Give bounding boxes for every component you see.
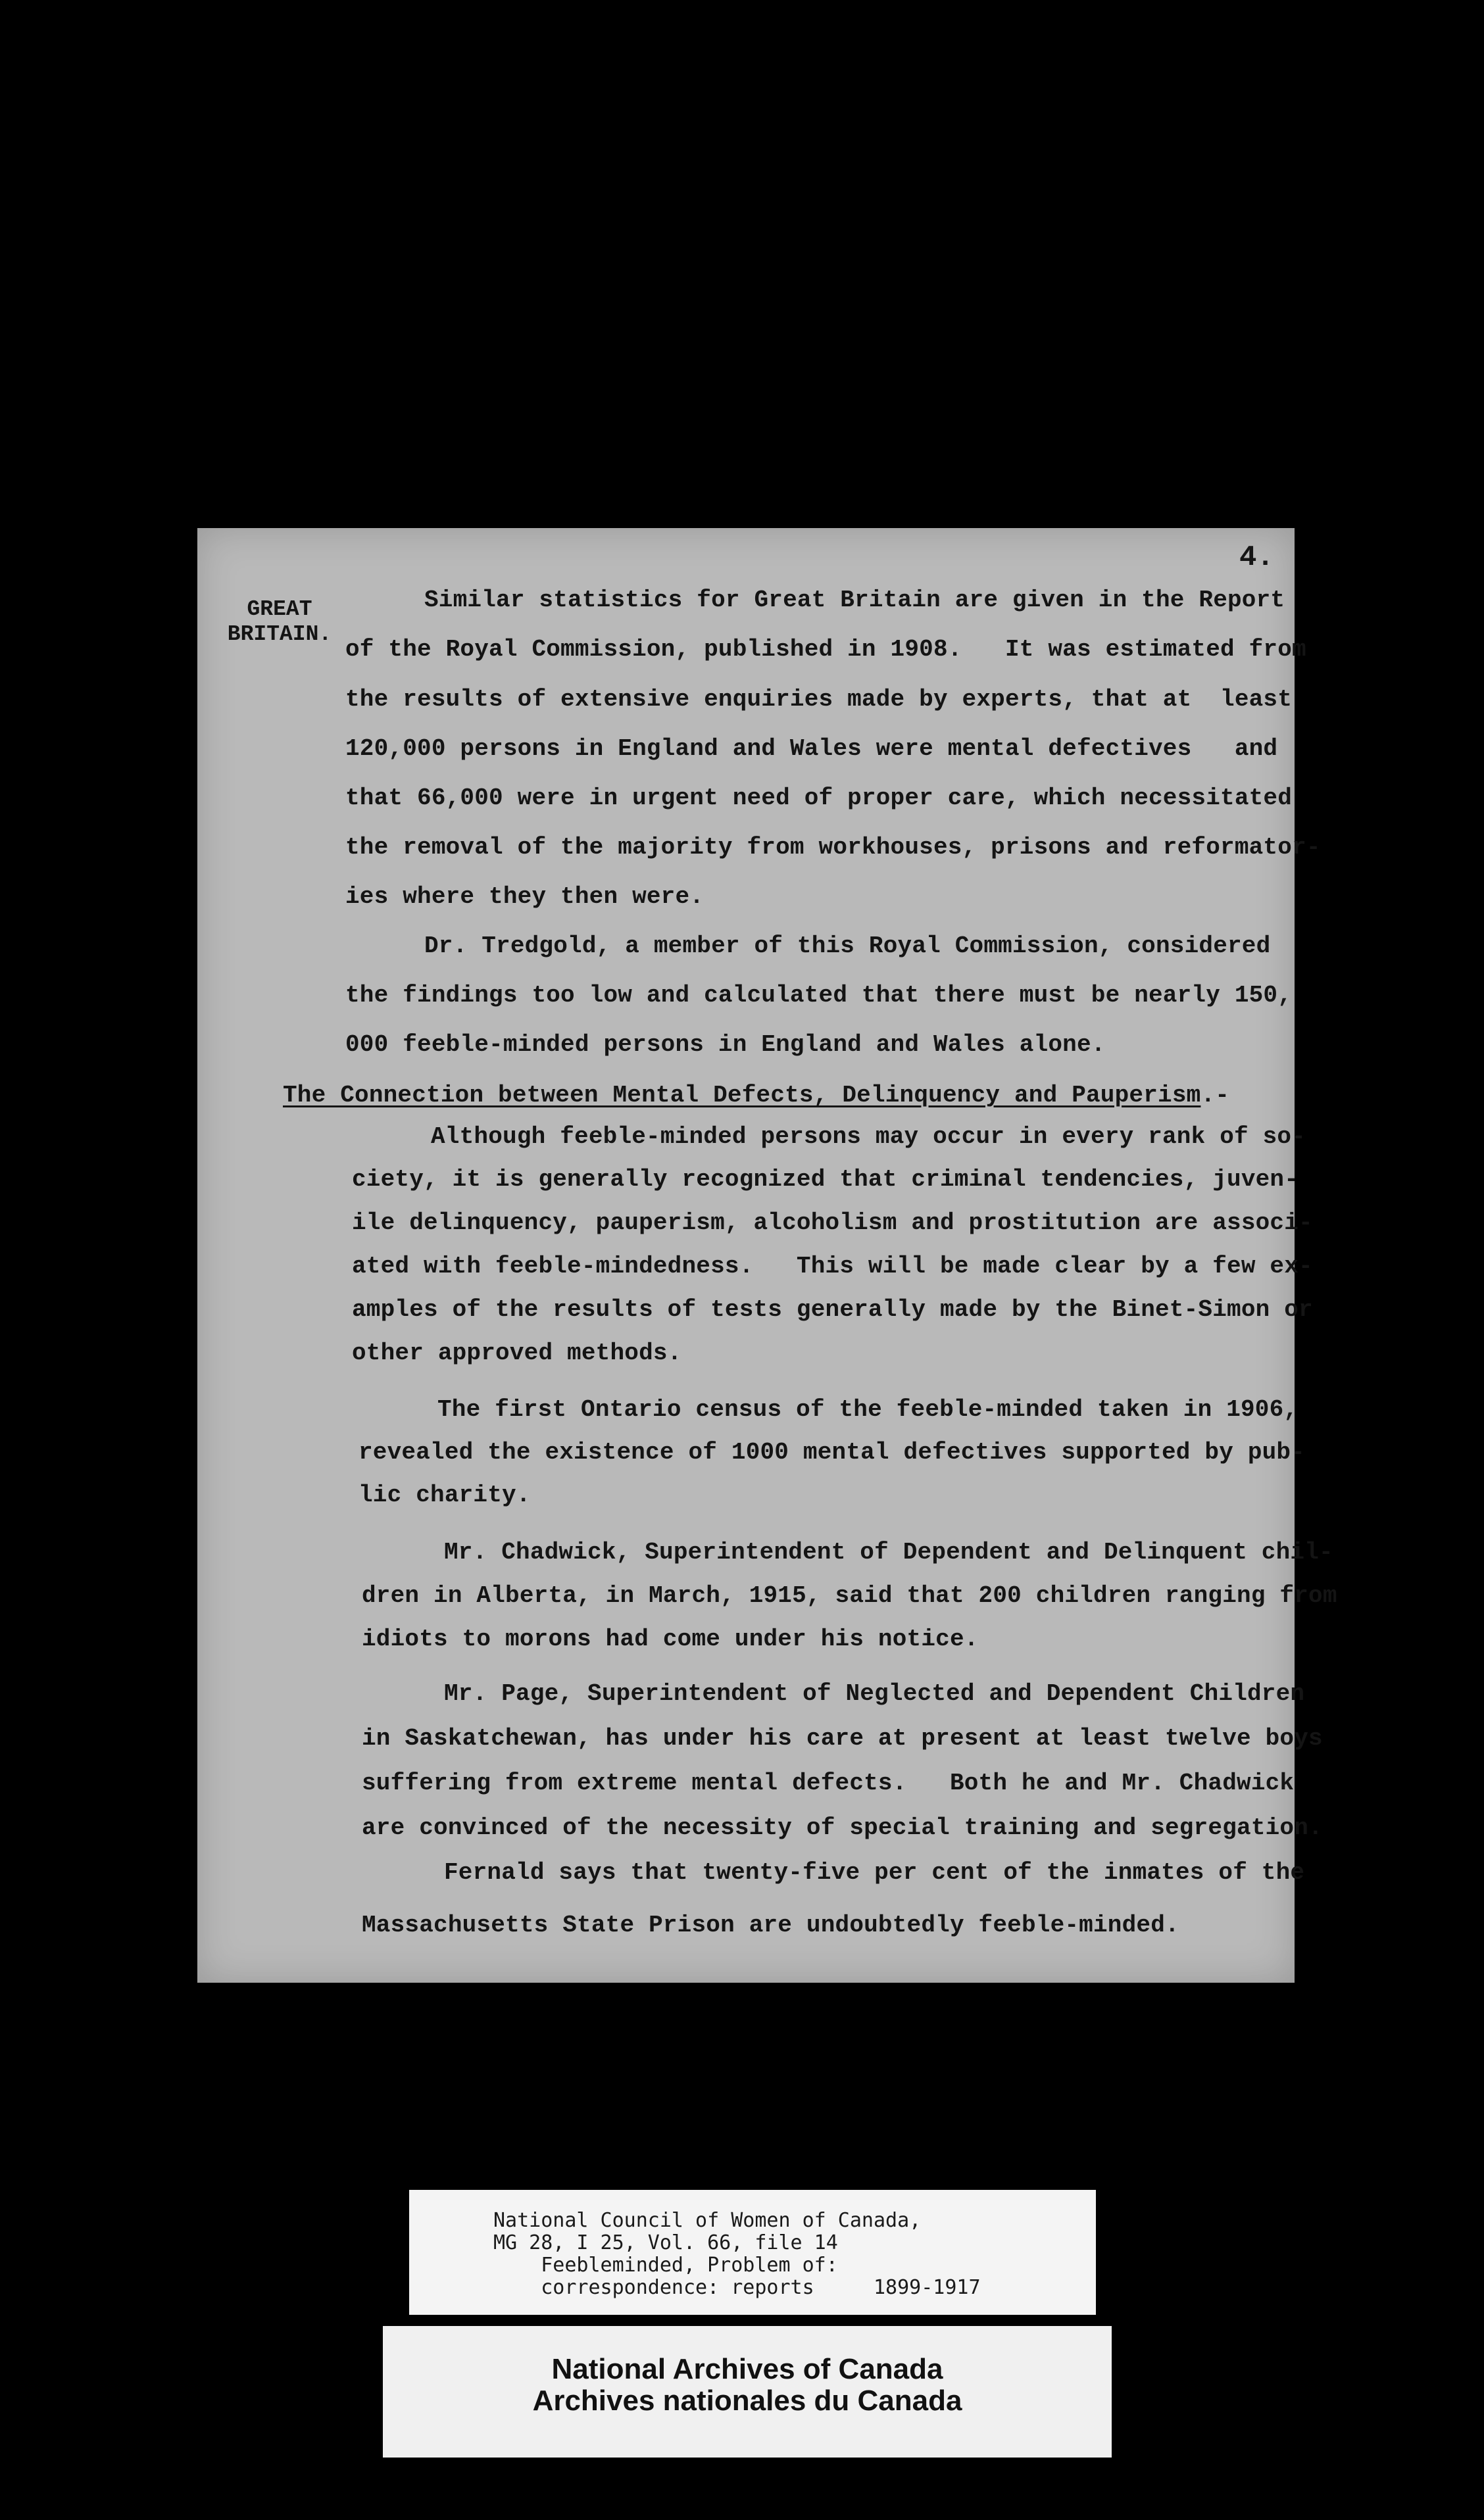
text-line: of the Royal Commission, published in 1908. It was estimated from xyxy=(345,636,1306,663)
archive-reference-line: correspondence: reports 1899-1917 xyxy=(493,2276,981,2299)
text-line: dren in Alberta, in March, 1915, said that 200 children ranging from xyxy=(362,1582,1337,1609)
archive-reference-line: National Council of Women of Canada, xyxy=(493,2209,922,2232)
archive-reference-line: Feebleminded, Problem of: xyxy=(493,2254,838,2277)
text-line: the removal of the majority from workhouses, prisons and reformator- xyxy=(345,834,1321,861)
section-heading xyxy=(283,1082,1229,1109)
text-line: that 66,000 were in urgent need of proper care, which necessitated xyxy=(345,785,1293,812)
text-line: Although feeble-minded persons may occur in every rank of so- xyxy=(431,1123,1306,1150)
text-line: suffering from extreme mental defects. Both he and Mr. Chadwick xyxy=(362,1770,1295,1797)
text-line: Massachusetts State Prison are undoubtedly feeble-minded. xyxy=(362,1912,1179,1939)
text-line: ciety, it is generally recognized that criminal tendencies, juven- xyxy=(352,1166,1299,1193)
text-line: other approved methods. xyxy=(352,1340,682,1367)
institution-name-english: National Archives of Canada xyxy=(551,2353,943,2385)
text-line: are convinced of the necessity of special training and segregation. xyxy=(362,1814,1323,1841)
institution-name-french: Archives nationales du Canada xyxy=(532,2385,962,2417)
margin-heading xyxy=(217,597,342,647)
text-line: in Saskatchewan, has under his care at present at least twelve boys xyxy=(362,1725,1323,1752)
archive-reference-text xyxy=(493,2210,981,2299)
text-line: amples of the results of tests generally made by the Binet-Simon or xyxy=(352,1296,1313,1323)
text-line: revealed the existence of 1000 mental defectives supported by pub- xyxy=(359,1439,1306,1466)
page-number: 4. xyxy=(1239,541,1274,574)
section-heading-text: The Connection between Mental Defects, Delinquency and Pauperism xyxy=(283,1082,1201,1109)
text-line: the findings too low and calculated that there must be nearly 150, xyxy=(345,982,1293,1009)
institution-label xyxy=(383,2326,1112,2458)
text-line: ies where they then were. xyxy=(345,883,705,910)
text-line: lic charity. xyxy=(359,1482,531,1509)
text-line: the results of extensive enquiries made by experts, that at least xyxy=(345,686,1293,713)
text-line: 120,000 persons in England and Wales were mental defectives and xyxy=(345,735,1278,762)
text-line: Mr. Chadwick, Superintendent of Dependent and Delinquent chil- xyxy=(444,1539,1333,1566)
document-page xyxy=(197,528,1337,1983)
text-line: Similar statistics for Great Britain are given in the Report xyxy=(424,587,1285,614)
text-line: ated with feeble-mindedness. This will be made clear by a few ex- xyxy=(352,1253,1313,1280)
archive-reference-label xyxy=(409,2190,1096,2315)
text-line: idiots to morons had come under his notice. xyxy=(362,1626,979,1653)
margin-heading-line: BRITAIN. xyxy=(227,622,332,646)
institution-name xyxy=(383,2354,1112,2417)
text-line: Fernald says that twenty-five per cent of the inmates of the xyxy=(444,1859,1305,1886)
text-line: The first Ontario census of the feeble-minded taken in 1906, xyxy=(437,1396,1298,1423)
section-heading-suffix: .- xyxy=(1200,1082,1230,1109)
margin-heading-line: GREAT xyxy=(247,597,312,621)
text-line: Mr. Page, Superintendent of Neglected and Dependent Children xyxy=(444,1680,1305,1707)
archive-reference-line: MG 28, I 25, Vol. 66, file 14 xyxy=(493,2231,838,2254)
text-line: ile delinquency, pauperism, alcoholism and prostitution are associ- xyxy=(352,1209,1313,1236)
text-line: 000 feeble-minded persons in England and Wales alone. xyxy=(345,1031,1106,1058)
text-line: Dr. Tredgold, a member of this Royal Commission, considered xyxy=(424,933,1271,959)
